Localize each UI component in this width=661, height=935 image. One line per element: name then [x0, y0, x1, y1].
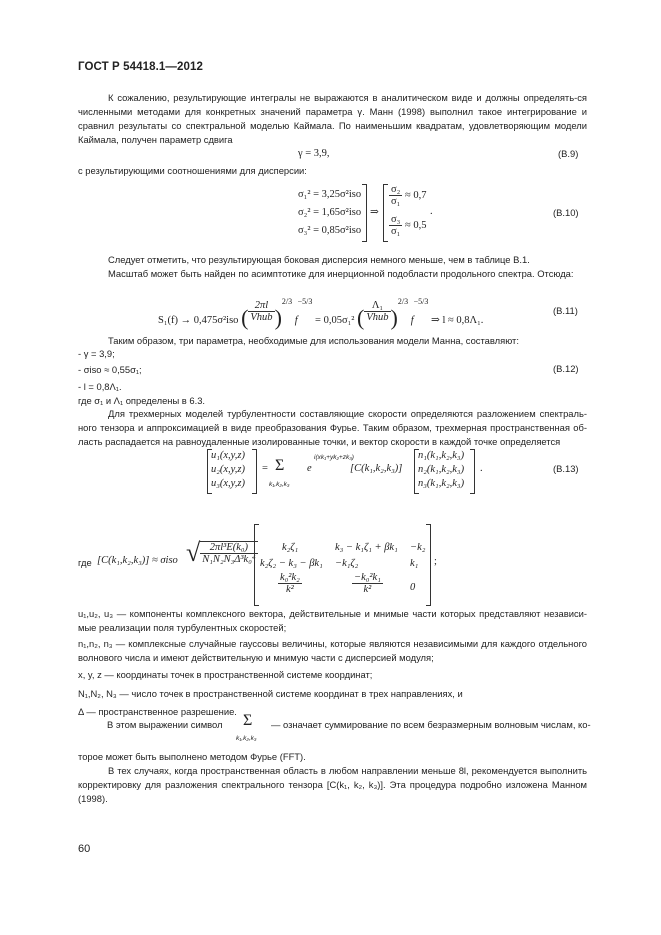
document-header: ГОСТ Р 54418.1—2012 [78, 61, 203, 73]
equation-b10-line2: σ₂² = 1,65σ²iso [298, 207, 362, 218]
equation-b10-arrow: ⇒ [370, 207, 379, 218]
paragraph-scale: Масштаб может быть найден по асимптотике для инерционной подобласти продольного спектра. Отсюда: [108, 268, 574, 279]
equation-b10-dot: . [430, 206, 433, 217]
tensor-definition-lhs: [C(k₁,k₂,k₃)] ≈ σiso [97, 555, 178, 566]
equation-b10-left-brace [383, 184, 388, 242]
tensor-definition-sqrt: √ $\frac{\text{2πl³E(k₀)}}{\text{N₁N₂N₃Δ³k₀⁴}}$ [186, 538, 256, 567]
equation-b13-n-bracket-right [470, 449, 475, 494]
paragraph-dispersion-intro: с результирующими соотношениями для дисперсии: [78, 165, 307, 176]
equation-b10-ratio1: $\frac{\text{σ₂}}{\text{σ₁}}$ ≈ 0,7 [391, 184, 427, 207]
paragraph-3d-models: Для трехмерных моделей турбулентности составляющие скорости определяются разложением спектраль-ного тензора и аппроксимацией в виде преобразования Фурье. Таким образом, трехмерная пространственная об-ласть распадается на равноудаленные изолированные точки, и вектор скорости в каждой точке определяется [78, 408, 587, 447]
equation-b13-u-bracket-right [252, 449, 257, 494]
definition-N: N₁,N₂, N₃ — число точек в пространственной системе координат в трех направлениях, и [78, 688, 463, 699]
list-item-gamma: - γ = 3,9; [78, 348, 115, 359]
equation-number-b9: (В.9) [558, 148, 579, 159]
equation-number-b12: (В.12) [553, 363, 579, 374]
equation-b9: γ = 3,9, [298, 148, 330, 159]
equation-b10-right-brace [362, 184, 367, 242]
tensor-matrix: k₂ζ₁ k₃ − k₁ζ₁ + βk₁ −k₂ k₂ζ₂ − k₃ − βk₁ −k₁ζ₂ k₁ $\frac{\text{k₀²k₂}}{\text{k²}}$ $\frac{\text{−k₀²k₁}}{\text{k²}}$ 0 [260, 542, 426, 595]
definition-xyz: x, y, z — координаты точек в пространственной системе координат; [78, 669, 373, 680]
paragraph-correction: В тех случаях, когда пространственная область в любом направлении меньше 8l, рекомендуется выполнить корректировку для разложения спектрального тензора [C(k₁, k₂, k₃)]. Эта процедура подробно изложена Манном (1998). [78, 765, 587, 804]
list-item-sigma: - σiso ≈ 0,55σ₁; [78, 364, 142, 375]
equation-b13-exponent: i(xk₁+yk₂+zk₃) [314, 454, 354, 461]
definition-n: n₁,n₂, n₃ — комплексные случайные гауссовы величины, которые являются независимыми для каждого отдельного волнового числа и имеют действительную и мнимую части с дисперсией модуля; [78, 638, 587, 663]
equation-b13-dot: . [480, 463, 483, 474]
paragraph-sum-symbol-b: — означает суммирование по всем безразмерным волновым числам, ко- [271, 719, 591, 730]
tensor-matrix-bracket-right [426, 524, 431, 606]
page-number: 60 [78, 843, 91, 855]
equation-number-b11: (В.11) [553, 305, 578, 316]
equation-number-b13: (В.13) [553, 463, 579, 474]
paragraph-sum-symbol: Σ [243, 712, 253, 729]
paragraph-sum-symbol-c: торое может быть выполнено методом Фурье (FFT). [78, 751, 306, 762]
equation-b13-n-vector: n₁(k₁,k₂,k₃) n₂(k₁,k₂,k₃) n₃(k₁,k₂,k₃) [418, 450, 465, 489]
paragraph-sum-symbol-a: В этом выражении символ [107, 719, 223, 730]
equation-number-b10: (В.10) [553, 207, 579, 218]
equation-b10-line3: σ₃² = 0,85σ²iso [298, 225, 362, 236]
equation-b10-ratio2: $\frac{\text{σ₃}}{\text{σ₁}}$ ≈ 0,5 [391, 214, 427, 237]
equation-b13-equals: = [262, 463, 268, 474]
equation-b13-u-vector: u₁(x,y,z) u₂(x,y,z) u₃(x,y,z) [211, 450, 245, 489]
definition-u: u₁,u₂, u₃ — компоненты комплексного вектора, действительные и мнимые части которых представляют независи-мые реализации поля турбулентных скоростей; [78, 608, 587, 633]
equation-b11: S₁(f) → 0,475σ²iso ( $\frac{2\pi l}{\text{Vhub}}$ )$^{2/3}$ $f^{-5/3} = 0,05\sigma_1^2$ ( $\frac{\text{Λ₁}}{\text{Vhub}}$ )$^{2/3}$ $f^{-5/3}$ ⇒ l ≈ 0,8Λ₁. [158, 296, 484, 330]
tensor-definition-lead: где [78, 557, 92, 568]
tensor-definition-semicolon: ; [434, 556, 437, 567]
tensor-matrix-bracket-left [254, 524, 259, 606]
equation-b13-sum-index: k₁,k₂,k₃ [269, 481, 290, 488]
equation-b13-tensor: [C(k₁,k₂,k₃)] [350, 463, 403, 474]
equation-b13-exp-base: e [307, 463, 312, 474]
paragraph-where-defined: где σ₁ и Λ₁ определены в 6.3. [78, 395, 206, 406]
list-item-length: - l = 0,8Λ₁. [78, 381, 122, 392]
equation-b10-line1: σ₁² = 3,25σ²iso [298, 189, 362, 200]
paragraph-intro: К сожалению, результирующие интегралы не выражаются в аналитическом виде и должны определять-ся численными методами для конкретных значений параметра γ. Манн (1998) выполнил такое интегрирование и сравнил результаты со спектральной моделью Каймала. По наименьшим квадратам, удовлетворяющим модели Каймала, получен параметр сдвига [78, 92, 587, 145]
paragraph-note: Следует отметить, что результирующая боковая дисперсия немного меньше, чем в таблице В.1. [108, 254, 530, 265]
equation-b13-sum: Σ [275, 457, 285, 474]
definition-delta: Δ — пространственное разрешение. [78, 706, 237, 717]
paragraph-sum-symbol-index: k₁,k₂,k₃ [236, 735, 257, 742]
paragraph-parameters: Таким образом, три параметра, необходимые для использования модели Манна, составляют: [108, 335, 519, 346]
